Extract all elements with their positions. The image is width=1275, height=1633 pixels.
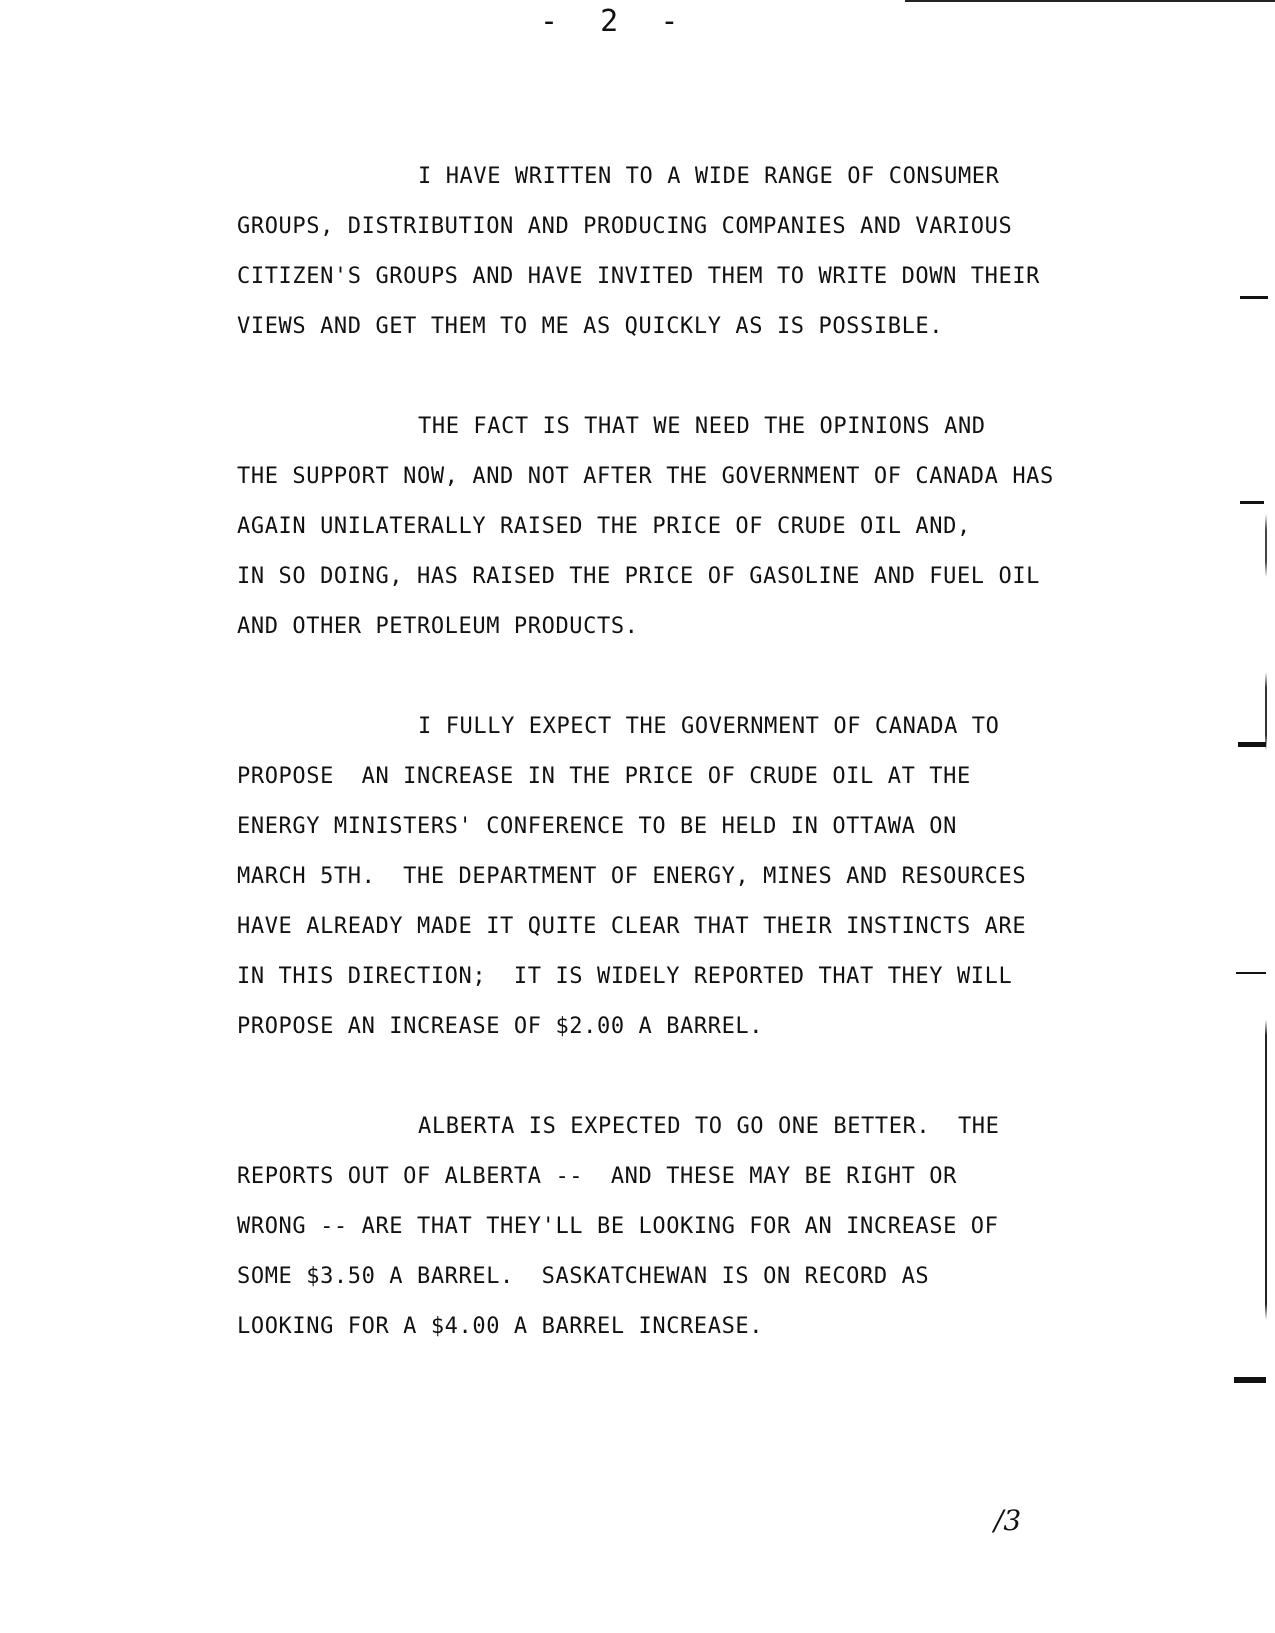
paragraph-line: IN SO DOING, HAS RAISED THE PRICE OF GASOLINE AND FUEL OIL (237, 564, 1041, 589)
paragraph-1 (237, 152, 1040, 352)
paragraph-line: GROUPS, DISTRIBUTION AND PRODUCING COMPANIES AND VARIOUS (237, 214, 1013, 239)
paragraph-line: AGAIN UNILATERALLY RAISED THE PRICE OF CRUDE OIL AND, (237, 514, 971, 539)
paragraph-line: CITIZEN'S GROUPS AND HAVE INVITED THEM TO WRITE DOWN THEIR (237, 264, 1041, 289)
paragraph-line: REPORTS OUT OF ALBERTA -- AND THESE MAY BE RIGHT OR (237, 1164, 957, 1189)
paragraph-line: I HAVE WRITTEN TO A WIDE RANGE OF CONSUMER (418, 164, 1000, 189)
paragraph-line: VIEWS AND GET THEM TO ME AS QUICKLY AS IS POSSIBLE. (237, 314, 944, 339)
paragraph-line: I FULLY EXPECT THE GOVERNMENT OF CANADA TO (418, 714, 1000, 739)
paragraph-line: HAVE ALREADY MADE IT QUITE CLEAR THAT THEIR INSTINCTS ARE (237, 914, 1027, 939)
paragraph-line: ENERGY MINISTERS' CONFERENCE TO BE HELD IN OTTAWA ON (237, 814, 957, 839)
paragraph-line: AND OTHER PETROLEUM PRODUCTS. (237, 614, 639, 639)
paragraph-line: LOOKING FOR A $4.00 A BARREL INCREASE. (237, 1314, 764, 1339)
paragraph-4 (237, 1102, 1000, 1352)
paragraph-2 (237, 402, 1054, 652)
scan-edge-mark (1238, 742, 1266, 747)
paragraph-line: SOME $3.50 A BARREL. SASKATCHEWAN IS ON RECORD AS (237, 1264, 930, 1289)
paragraph-line: IN THIS DIRECTION; IT IS WIDELY REPORTED THAT THEY WILL (237, 964, 1013, 989)
page-number: - 2 - (540, 4, 681, 39)
top-rule (905, 0, 1275, 2)
scan-edge-mark (1234, 1377, 1266, 1383)
scan-edge-mark (1240, 296, 1268, 299)
paragraph-line: ALBERTA IS EXPECTED TO GO ONE BETTER. THE (418, 1114, 1000, 1139)
paragraph-line: WRONG -- ARE THAT THEY'LL BE LOOKING FOR AN INCREASE OF (237, 1214, 999, 1239)
scan-edge-mark (1236, 972, 1266, 974)
paragraph-3 (237, 702, 1026, 1052)
paragraph-line: PROPOSE AN INCREASE IN THE PRICE OF CRUDE OIL AT THE (237, 764, 971, 789)
scan-edge-mark (1240, 501, 1264, 504)
paragraph-line: THE SUPPORT NOW, AND NOT AFTER THE GOVERNMENT OF CANADA HAS (237, 464, 1054, 489)
scan-edge-line (1265, 40, 1267, 1620)
paragraph-line: THE FACT IS THAT WE NEED THE OPINIONS AND (418, 414, 986, 439)
paragraph-line: PROPOSE AN INCREASE OF $2.00 A BARREL. (237, 1014, 764, 1039)
paragraph-line: MARCH 5TH. THE DEPARTMENT OF ENERGY, MINES AND RESOURCES (237, 864, 1027, 889)
continuation-marker: /3 (994, 1504, 1022, 1537)
